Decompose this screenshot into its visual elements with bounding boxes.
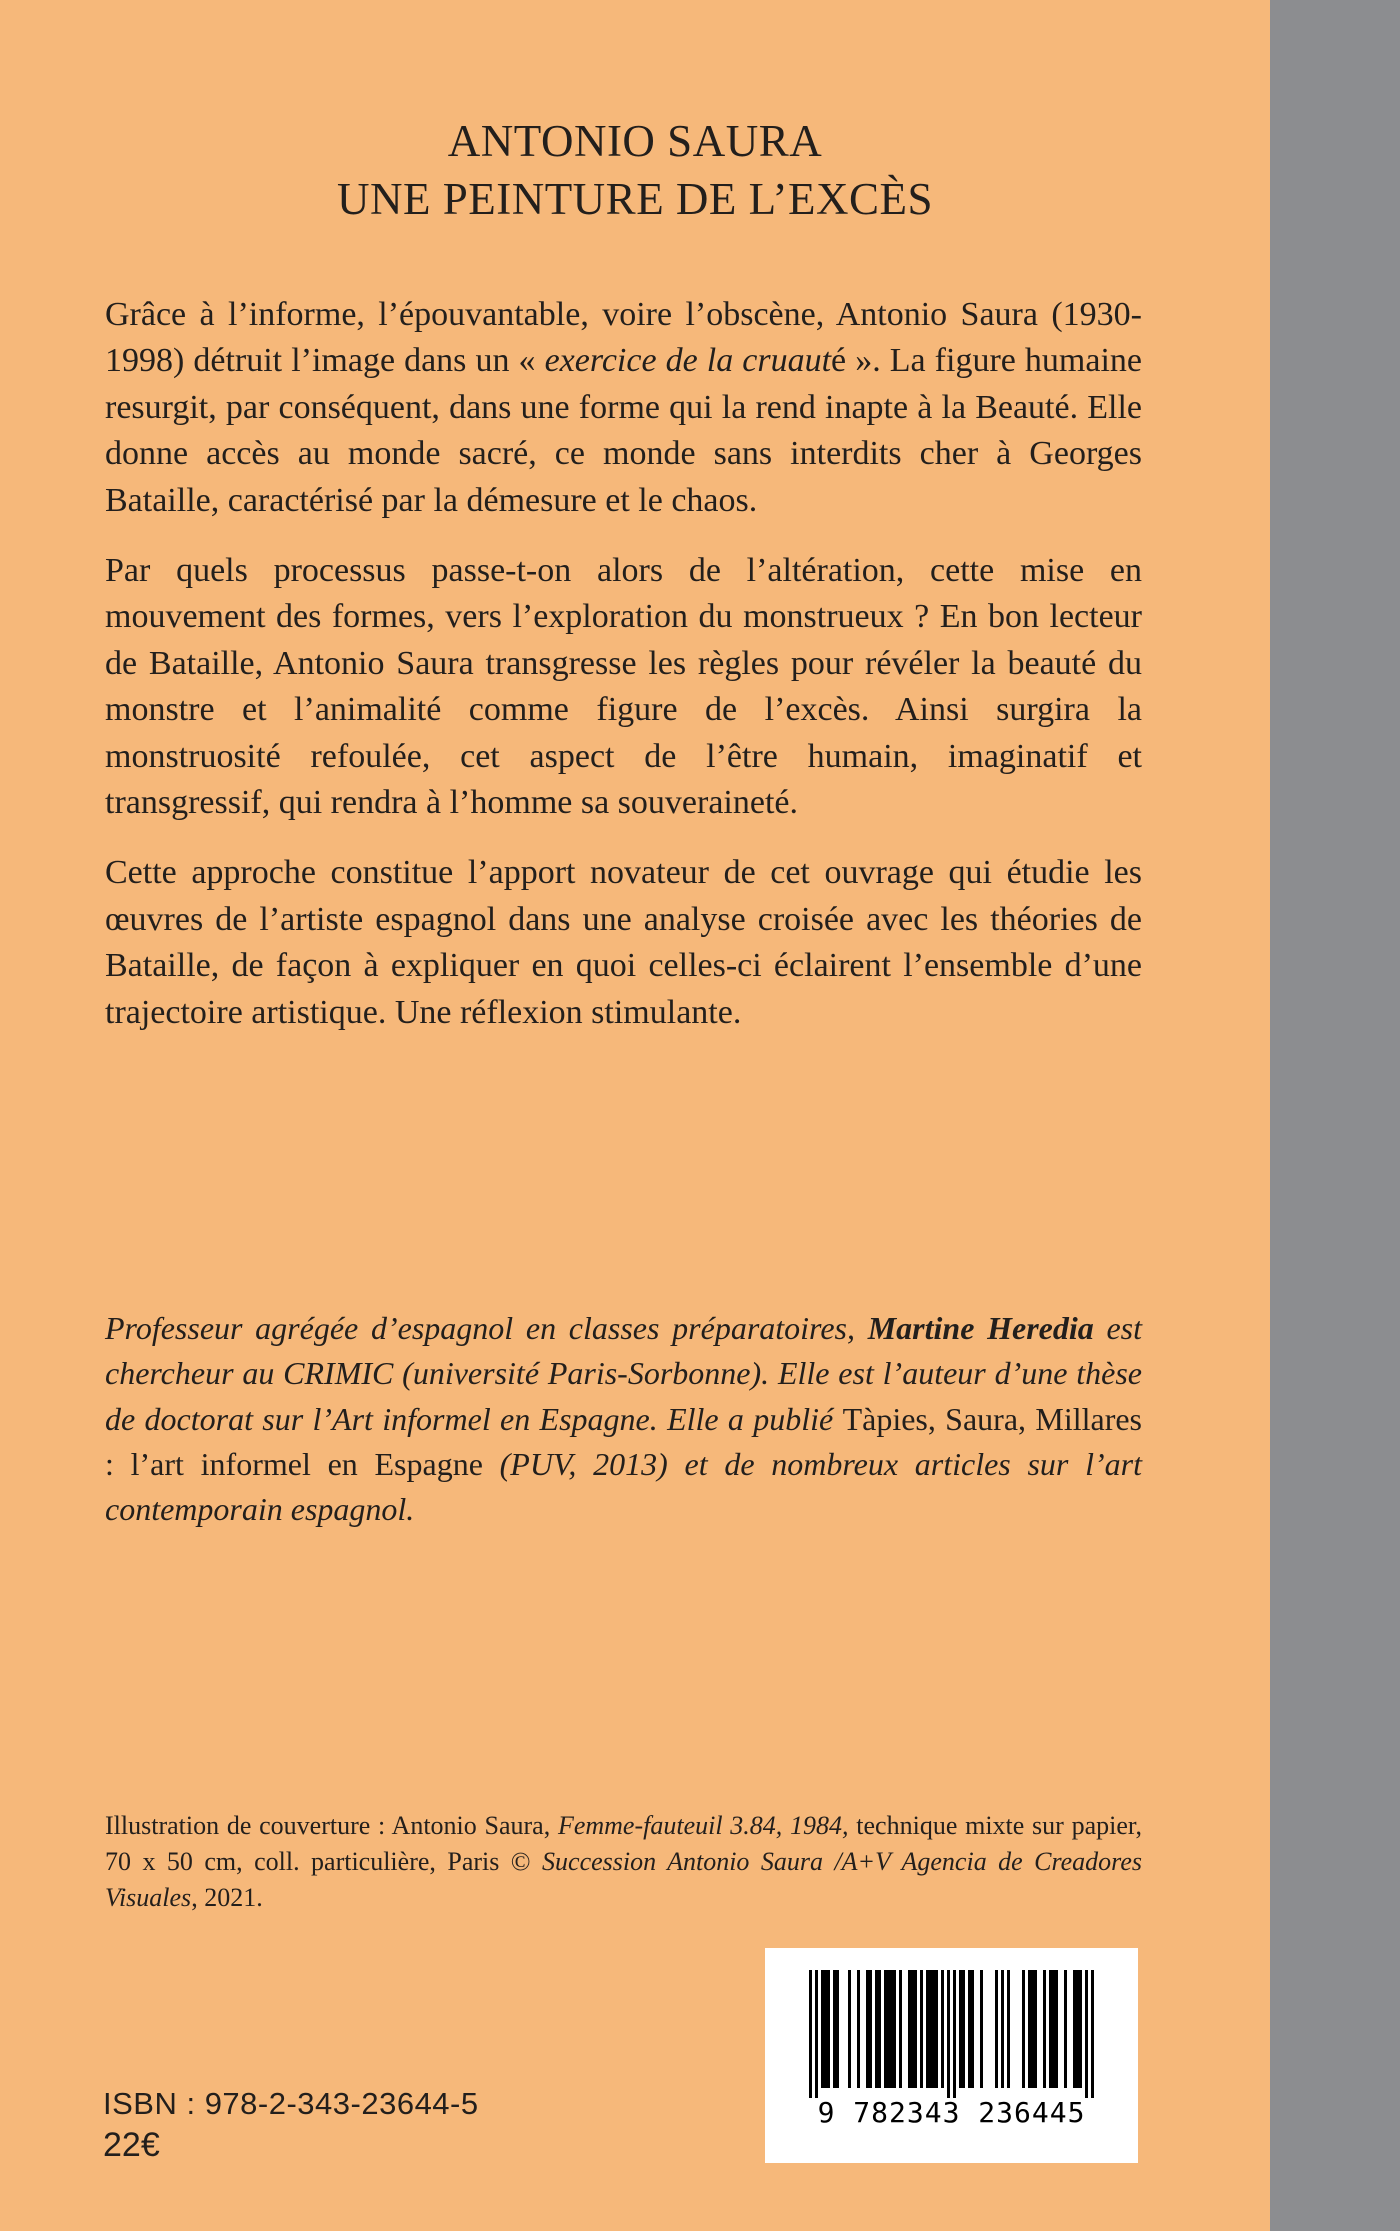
barcode-bar: [1052, 1970, 1055, 2088]
barcode-bar: [1079, 1970, 1082, 2088]
description-paragraph-2: Par quels processus passe-t-on alors de l’altération, cette mise en mouvement des formes, vers l’exploration du monstrueux ? En bon lecteur de Bataille, Antonio Saura transgresse les règles pour révéler la beauté du monstre et l’animalité comme figure de l’excès. Ainsi surgira la monstruosité refoulée, cet aspect de l’être humain, imaginatif et transgressif, qui rendra à l’homme sa souveraineté.: [105, 552, 1142, 822]
barcode-bar: [1064, 1970, 1067, 2088]
barcode-bar: [875, 1970, 878, 2088]
barcode-bar: [971, 1970, 974, 2088]
barcode-bar: [1085, 1970, 1088, 2098]
barcode-bar: [908, 1970, 911, 2088]
credit-part-2: technique mixte sur papier, 70 x 50 cm, coll. particulière, Paris ©: [105, 1811, 1142, 1876]
barcode-bar: [1001, 1970, 1004, 2088]
book-title: [0, 112, 1270, 228]
cover-illustration-credit: [105, 1808, 1142, 1916]
barcode-bar: [1043, 1970, 1046, 2088]
barcode-bar: [920, 1970, 923, 2088]
bio-end: (PUV, 2013) et de nombreux articles sur l’art contemporain espagnol.: [105, 1445, 1142, 1528]
author-name: Martine Heredia: [867, 1310, 1094, 1346]
credit-part-3: , 2021.: [191, 1883, 263, 1912]
barcode-bar: [911, 1970, 914, 2088]
barcode-bar: [884, 1970, 887, 2088]
barcode-bar: [887, 1970, 890, 2088]
description: [105, 292, 1142, 1060]
barcode-bar: [866, 1970, 869, 2088]
isbn: ISBN : 978-2-343-23644-5: [103, 2086, 479, 2121]
barcode-bar: [935, 1970, 938, 2088]
author-bio: [105, 1306, 1142, 1532]
barcode-bar: [1076, 1970, 1079, 2088]
barcode-bar: [827, 1970, 830, 2088]
spine-edge: [1270, 0, 1400, 2231]
barcode-bar: [932, 1970, 935, 2088]
bio-middle: est chercheur au CRIMIC (université Paris-Sorbonne). Elle est l’auteur d’une thèse de doctorat sur l’Art informel en Espagne. Elle a publié: [105, 1310, 1143, 1437]
barcode-bar: [857, 1970, 860, 2088]
p1-italic-quote: exercice de la cruaut: [544, 342, 832, 380]
credit-rights-holder: Succession Antonio Saura /A+V Agencia de Creadores Visuales: [105, 1847, 1142, 1912]
barcode-bar: [836, 1970, 839, 2088]
barcode-bar: [1022, 1970, 1025, 2088]
description-paragraph-3: Cette approche constitue l’apport novateur de cet ouvrage qui étudie les œuvres de l’artiste espagnol dans une analyse croisée avec les théories de Bataille, de façon à expliquer en quoi celles-ci éclairent l’ensemble d’une trajectoire artistique. Une réflexion stimulante.: [105, 854, 1142, 1031]
barcode-bar: [809, 1970, 812, 2098]
barcode-bar: [959, 1970, 962, 2088]
price: 22€: [103, 2126, 160, 2164]
barcode-bar: [914, 1970, 917, 2088]
barcode-bar: [947, 1970, 950, 2098]
description-paragraph-1: [105, 292, 1142, 524]
barcode-bar: [968, 1970, 971, 2088]
barcode-bar: [1055, 1970, 1058, 2088]
barcode-bar: [1028, 1970, 1031, 2088]
title-line-2: UNE PEINTURE DE L’EXCÈS: [336, 174, 934, 224]
barcode-bar: [893, 1970, 896, 2088]
barcode-bar: [1034, 1970, 1037, 2088]
barcode-bar: [815, 1970, 818, 2098]
barcode-bar: [1073, 1970, 1076, 2088]
barcode-bar: [869, 1970, 872, 2088]
barcode-bar: [1007, 1970, 1010, 2088]
barcode-label: [765, 1948, 1138, 2163]
barcode-bar: [941, 1970, 944, 2088]
barcode-digits: 9 782343 236445: [817, 2096, 1086, 2129]
barcode-bar: [878, 1970, 881, 2088]
bio-intro: Professeur agrégée d’espagnol en classes préparatoires,: [105, 1310, 868, 1346]
p1-text-a: Grâce à l’informe, l’épouvantable, voire l’obscène, Antonio Saura (1930-1998) détruit l’image dans un «: [105, 296, 1142, 380]
barcode-bar: [848, 1970, 851, 2088]
credit-part-1: Illustration de couverture : Antonio Saura,: [105, 1811, 558, 1840]
barcode-bar: [953, 1970, 956, 2098]
barcode-bar: [929, 1970, 932, 2088]
credit-work-title: Femme-fauteuil 3.84, 1984,: [557, 1811, 849, 1840]
barcode-bar: [899, 1970, 902, 2088]
barcode-bar: [962, 1970, 965, 2088]
barcode-bar: [1049, 1970, 1052, 2088]
barcode-bar: [821, 1970, 824, 2088]
barcode-bar: [980, 1970, 983, 2088]
barcode-bar: [824, 1970, 827, 2088]
title-line-1: ANTONIO SAURA: [447, 116, 823, 166]
barcode-bar: [1091, 1970, 1094, 2098]
p1-text-b: é ». La figure humaine resurgit, par conséquent, dans une forme qui la rend inapte à la Beauté. Elle donne accès au monde sacré, ce monde sans interdits cher à Georges Bataille, caractérisé par la démesure et le chaos.: [105, 342, 1142, 519]
bio-book-title: Tàpies, Saura, Millares : l’art informel en Espagne: [105, 1400, 1143, 1482]
barcode: [801, 1970, 1102, 2098]
barcode-bar: [890, 1970, 893, 2088]
barcode-bar: [1031, 1970, 1034, 2088]
barcode-bar: [995, 1970, 998, 2088]
barcode-bar: [926, 1970, 929, 2088]
barcode-bar: [833, 1970, 836, 2088]
